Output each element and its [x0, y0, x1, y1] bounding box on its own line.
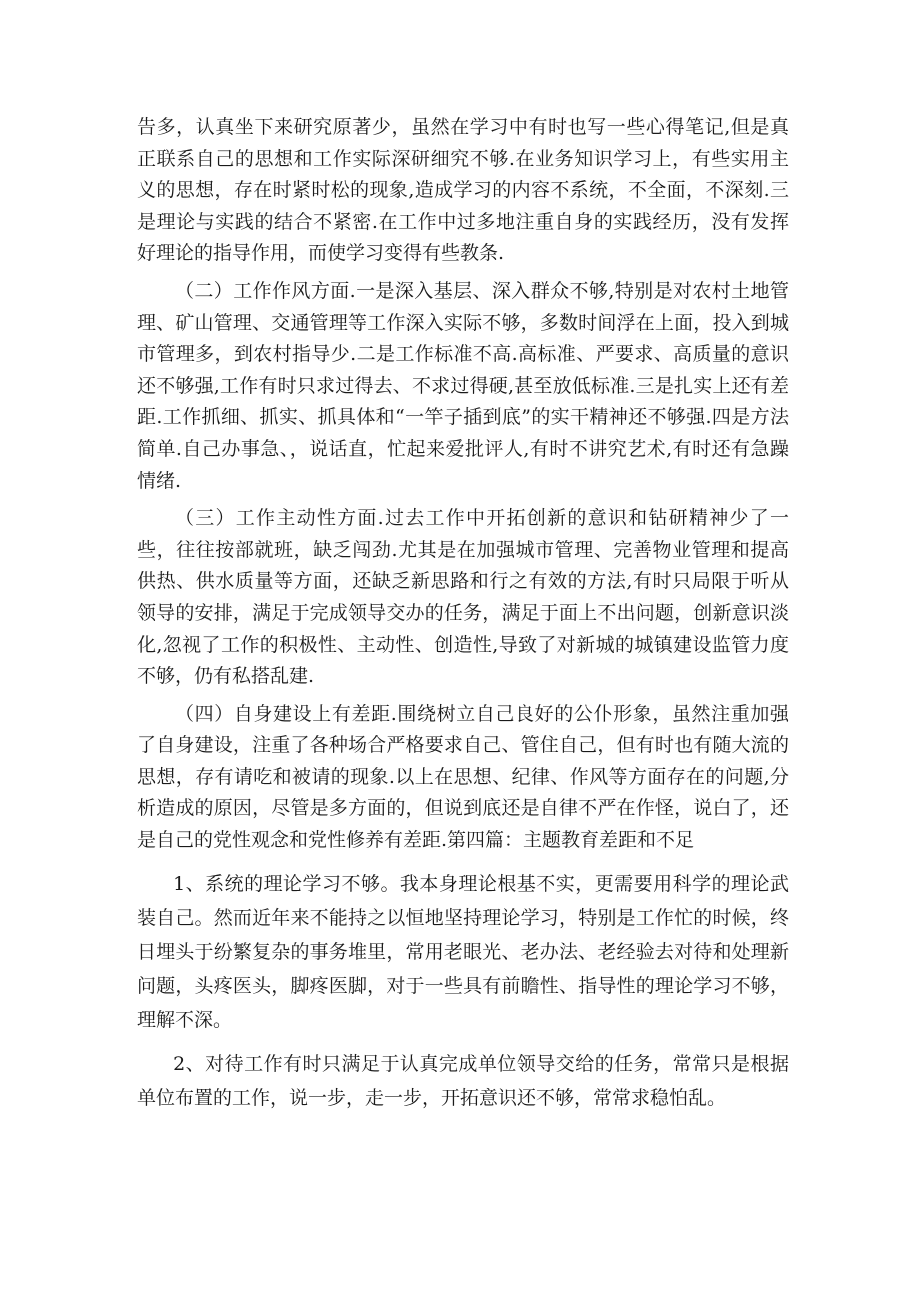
paragraph-item-2-work-attitude: 2、对待工作有时只满足于认真完成单位领导交给的任务，常常只是根据单位布置的工作，说一步，走一步，开拓意识还不够，常常求稳怕乱。: [137, 1052, 789, 1109]
paragraph-item-1-theory-study: 1、系统的理论学习不够。我本身理论根基不实，更需要用科学的理论武装自己。然而近年来不能持之以恒地坚持理论学习，特别是工作忙的时候，终日埋头于纷繁复杂的事务堆里，常用老眼光、老办法、老经验去对待和处理新问题，头疼医头，脚疼医脚，对于一些具有前瞻性、指导性的理论学习不够，理解不深。: [137, 872, 789, 1031]
paragraph-initiative: （三）工作主动性方面.过去工作中开拓创新的意识和钻研精神少了一些，往往按部就班，缺乏闯劲.尤其是在加强城市管理、完善物业管理和提高供热、供水质量等方面，还缺乏新思路和行之有效的方法,有时只局限于听从领导的安排，满足于完成领导交办的任务，满足于面上不出问题，创新意识淡化,忽视了工作的积极性、主动性、创造性,导致了对新城的城镇建设监管力度不够，仍有私搭乱建.: [137, 507, 789, 688]
document-body: [137, 112, 789, 1115]
paragraph-study-continued: 告多，认真坐下来研究原著少，虽然在学习中有时也写一些心得笔记,但是真正联系自己的思想和工作实际深研细究不够.在业务知识学习上，有些实用主义的思想，存在时紧时松的现象,造成学习的内容不系统，不全面，不深刻.三是理论与实践的结合不紧密.在工作中过多地注重自身的实践经历，没有发挥好理论的指导作用，而使学习变得有些教条.: [137, 116, 789, 265]
paragraph-self-building: （四）自身建设上有差距.围绕树立自己良好的公仆形象，虽然注重加强了自身建设，注重了各种场合严格要求自己、管住自己，但有时也有随大流的思想，存有请吃和被请的现象.以上在思想、纪律、作风等方面存在的问题,分析造成的原因，尽管是多方面的，但说到底还是自律不严在作怪，说白了，还是自己的党性观念和党性修养有差距.第四篇：主题教育差距和不足: [137, 702, 789, 852]
paragraph-work-style: （二）工作作风方面.一是深入基层、深入群众不够,特别是对农村土地管理、矿山管理、交通管理等工作深入实际不够，多数时间浮在上面，投入到城市管理多，到农村指导少.二是工作标准不高.高标准、严要求、高质量的意识还不够强,工作有时只求过得去、不求过得硬,甚至放低标准.三是扎实上还有差距.工作抓细、抓实、抓具体和“一竿子插到底”的实干精神还不够强.四是方法简单.自己办事急、，说话直，忙起来爱批评人,有时不讲究艺术,有时还有急躁情绪.: [137, 279, 789, 492]
